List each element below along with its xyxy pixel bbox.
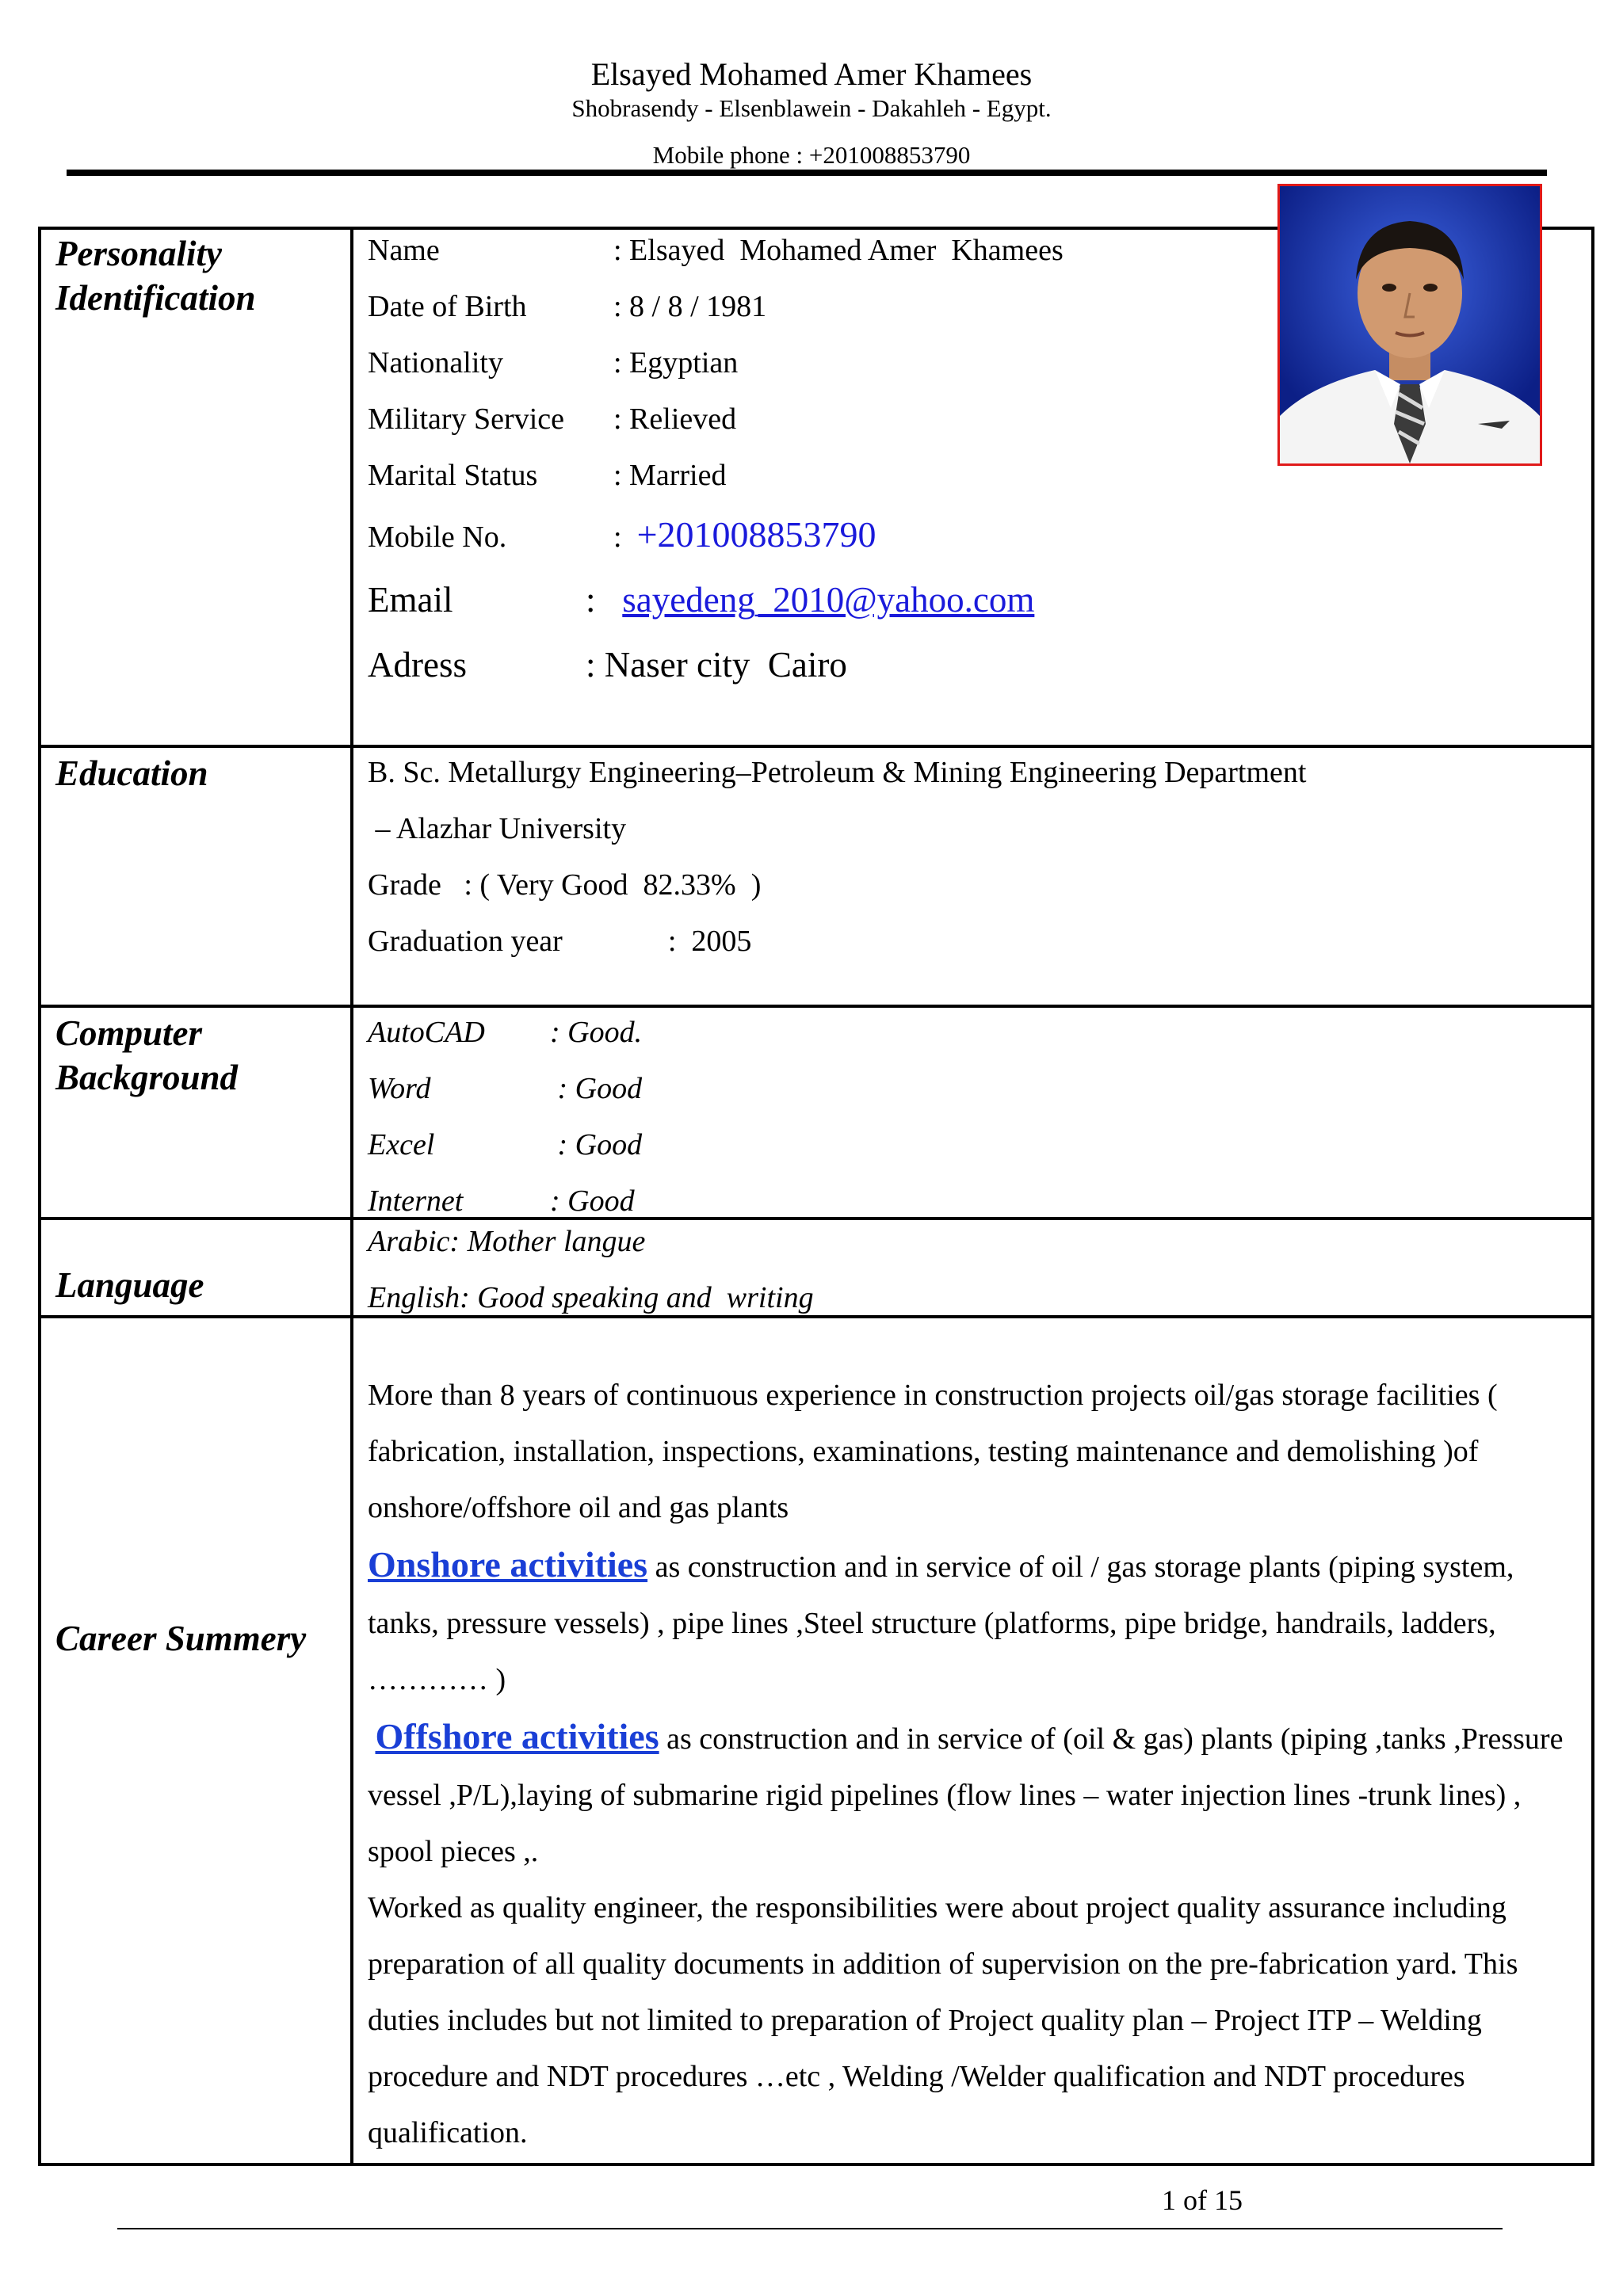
profile-photo xyxy=(1277,184,1542,466)
skill-autocad: AutoCAD : Good. xyxy=(368,1016,643,1049)
cv-owner-name: Elsayed Mohamed Amer Khamees xyxy=(590,56,1033,92)
portrait-image xyxy=(1280,186,1540,463)
career-summary xyxy=(368,1367,1580,2161)
field-email: Email : sayedeng_2010@yahoo.com xyxy=(368,580,1035,620)
field-dob: Date of Birth : 8 / 8 / 1981 xyxy=(368,290,767,323)
header-divider xyxy=(67,170,1547,176)
footer-divider xyxy=(117,2228,1503,2229)
section-title-language: Language xyxy=(55,1265,204,1305)
skill-word: Word : Good xyxy=(368,1072,643,1105)
section-title-personal: Personality Identification xyxy=(55,234,256,318)
field-nationality: Nationality : Egyptian xyxy=(368,346,739,379)
field-address: Adress : Naser city Cairo xyxy=(368,645,847,685)
education-graduation-year: Graduation year : 2005 xyxy=(368,925,752,958)
section-title-education: Education xyxy=(55,753,208,793)
field-marital: Marital Status : Married xyxy=(368,459,727,492)
language-arabic: Arabic: Mother langue xyxy=(368,1225,646,1258)
row-divider xyxy=(38,1005,1594,1008)
section-title-career: Career Summery xyxy=(55,1619,307,1658)
email-link[interactable]: sayedeng_2010@yahoo.com xyxy=(622,580,1035,620)
career-intro: More than 8 years of continuous experience in construction projects oil/gas storage facilities ( fabrication, installation, inspections, examinations, testing maintenance and demolishing )of onshore/offshore oil and gas plants xyxy=(368,1379,1498,1524)
header-address: Shobrasendy - Elsenblawein - Dakahleh - Egypt. xyxy=(571,94,1052,122)
onshore-heading: Onshore activities xyxy=(368,1544,648,1585)
header-mobile: Mobile phone : +201008853790 xyxy=(652,141,971,169)
field-mobile: Mobile No. : +201008853790 xyxy=(368,514,876,555)
offshore-heading: Offshore activities xyxy=(375,1716,659,1756)
page-number: 1 of 15 xyxy=(1162,2184,1243,2216)
language-english: English: Good speaking and writing xyxy=(368,1281,814,1314)
row-divider xyxy=(38,1315,1594,1318)
field-name: Name : Elsayed Mohamed Amer Khamees xyxy=(368,234,1064,267)
education-grade: Grade : ( Very Good 82.33% ) xyxy=(368,868,762,902)
row-divider xyxy=(38,745,1594,748)
mobile-number: +201008853790 xyxy=(636,514,876,555)
onshore-paragraph: Onshore activities as construction and in service of oil / gas storage plants (piping system, tanks, pressure vessels) , pipe lines ,Steel structure (platforms, pipe bridge, handrails, ladders, ………… ) xyxy=(368,1544,1514,1696)
quality-paragraph: Worked as quality engineer, the responsibilities were about project quality assurance including preparation of all quality documents in addition of supervision on the pre-fabrication yard. This duties includes but not limited to preparation of Project quality plan – Project ITP – Welding procedure and NDT procedures …etc , Welding /Welder qualification and NDT procedures qualification. xyxy=(368,1891,1518,2149)
field-military: Military Service : Relieved xyxy=(368,402,737,436)
row-divider xyxy=(38,1217,1594,1220)
section-title-computer: Computer Background xyxy=(55,1013,239,1097)
skill-excel: Excel : Good xyxy=(368,1128,643,1161)
education-line: – Alazhar University xyxy=(368,812,627,845)
skill-internet: Internet : Good xyxy=(368,1184,635,1218)
offshore-paragraph: Offshore activities as construction and in service of (oil & gas) plants (piping ,tanks ,Pressure vessel ,P/L),laying of submarine rigid pipelines (flow lines – water injection lines -trunk lines) , spool pieces ,. xyxy=(368,1716,1564,1868)
education-line: B. Sc. Metallurgy Engineering–Petroleum & Mining Engineering Department xyxy=(368,756,1307,789)
column-divider xyxy=(350,227,353,2166)
